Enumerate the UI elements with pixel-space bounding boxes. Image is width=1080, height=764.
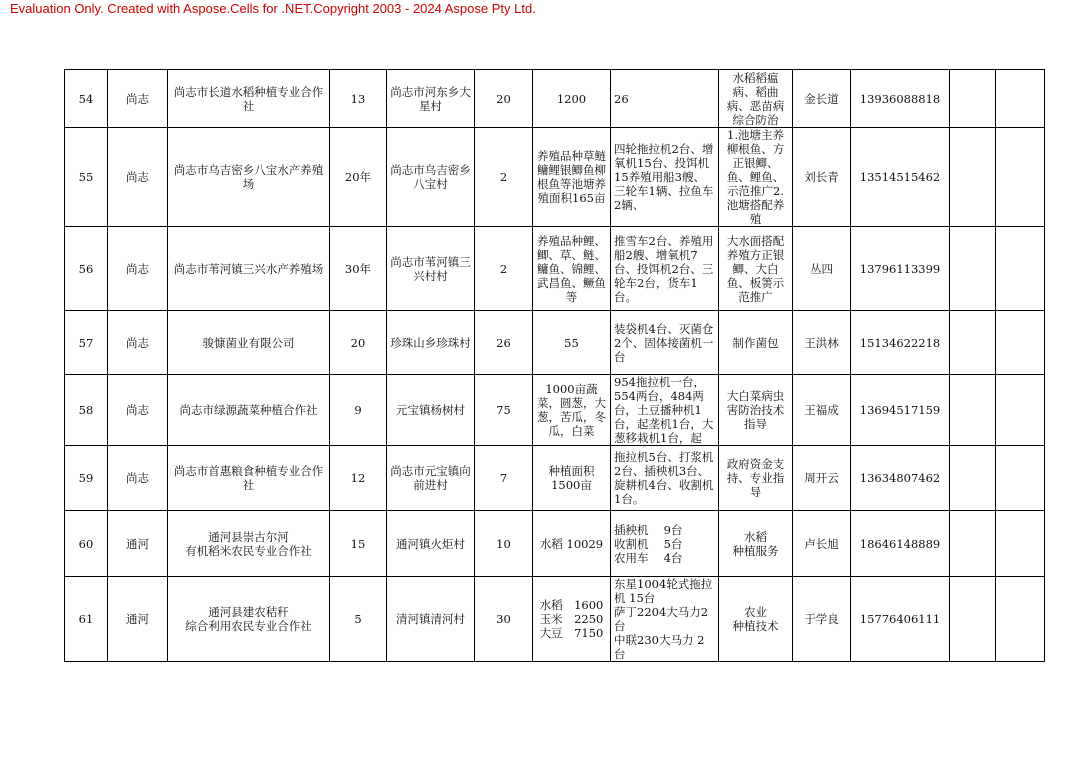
organization-name-cell xyxy=(168,446,330,511)
region-text: 尚志 xyxy=(126,261,149,276)
region-text: 尚志 xyxy=(126,471,149,485)
contact-person-text: 于学良 xyxy=(804,612,839,626)
equipment-cell xyxy=(611,70,719,128)
empty-cell xyxy=(996,128,1045,227)
service-text: 制作菌包 xyxy=(732,335,779,350)
address-cell xyxy=(387,311,475,375)
equipment-cell xyxy=(611,227,719,311)
address-cell xyxy=(387,577,475,662)
scale-cell xyxy=(533,311,611,375)
region-cell xyxy=(108,70,168,128)
row-number-text: 57 xyxy=(78,335,94,350)
row-number-text: 55 xyxy=(78,170,94,184)
empty-cell xyxy=(996,446,1045,511)
phone-text: 13796113399 xyxy=(859,261,941,276)
organization-name-text: 尚志市首惠粮食种植专业合作社 xyxy=(173,464,324,492)
address-text: 清河镇清河村 xyxy=(396,612,465,626)
scale-text: 养殖品种草鲢鳙鲤银鲫鱼柳根鱼等池塘养殖面积165亩 xyxy=(537,149,606,205)
region-cell xyxy=(108,446,168,511)
scale-text: 水稻 1600 玉米 2250 大豆 7150 xyxy=(539,598,604,640)
service-cell xyxy=(719,446,793,511)
table-row xyxy=(65,577,1045,662)
contact-person-cell xyxy=(793,446,851,511)
row-number-text: 59 xyxy=(78,471,94,485)
contact-person-text: 王洪林 xyxy=(804,335,839,350)
years-text: 12 xyxy=(350,471,366,485)
region-text: 尚志 xyxy=(126,91,149,106)
contact-person-text: 卢长旭 xyxy=(804,536,839,551)
service-cell xyxy=(719,128,793,227)
address-text: 通河镇火炬村 xyxy=(396,536,465,551)
service-cell xyxy=(719,577,793,662)
count-text: 2 xyxy=(499,170,508,184)
data-table xyxy=(64,69,1045,662)
phone-cell xyxy=(851,577,950,662)
organization-name-text: 通河县崇古尔河 有机稻米农民专业合作社 xyxy=(185,529,312,558)
service-text: 大水面搭配养殖方正银鲫、大白鱼、板箦示范推广 xyxy=(726,233,785,304)
empty-cell xyxy=(950,446,996,511)
count-cell xyxy=(475,511,533,577)
years-text: 20年 xyxy=(344,170,372,184)
phone-cell xyxy=(851,511,950,577)
scale-cell xyxy=(533,70,611,128)
service-text: 水稻 种植服务 xyxy=(732,529,779,558)
organization-name-text: 尚志市长道水稻种植专业合作社 xyxy=(173,84,324,113)
region-cell xyxy=(108,375,168,446)
empty-cell xyxy=(996,511,1045,577)
equipment-text: 东星1004轮式拖拉机 15台 萨丁2204大马力2台 中联230大马力 2台 xyxy=(614,577,713,661)
years-text: 30年 xyxy=(344,261,372,276)
scale-cell xyxy=(533,128,611,227)
region-text: 通河 xyxy=(126,536,149,551)
organization-name-text: 通河县建农秸秆 综合利用农民专业合作社 xyxy=(185,605,312,633)
scale-cell xyxy=(533,446,611,511)
scale-text: 水稻 10029 xyxy=(539,536,604,551)
row-number-text: 61 xyxy=(78,612,94,626)
years-text: 5 xyxy=(354,612,362,626)
service-text: 1.池塘主养柳根鱼、方正银鲫、鱼、鲤鱼、示范推广2.池塘搭配养殖 xyxy=(726,128,785,226)
phone-cell xyxy=(851,375,950,446)
organization-name-text: 骏慷菌业有限公司 xyxy=(202,335,295,350)
evaluation-watermark: Evaluation Only. Created with Aspose.Cells for .NET.Copyright 2003 - 2024 Aspose Pty Ltd. xyxy=(10,1,536,16)
row-number-cell xyxy=(65,446,108,511)
years-cell xyxy=(330,446,387,511)
equipment-cell xyxy=(611,511,719,577)
row-number-cell xyxy=(65,227,108,311)
region-cell xyxy=(108,128,168,227)
count-cell xyxy=(475,128,533,227)
row-number-text: 58 xyxy=(78,403,94,417)
equipment-text: 四轮拖拉机2台、增氧机15台、投饵机15养殖用船3艘、三轮车1辆、拉鱼车2辆、 xyxy=(614,142,714,212)
phone-text: 13936088818 xyxy=(859,91,941,106)
scale-cell xyxy=(533,375,611,446)
region-cell xyxy=(108,577,168,662)
region-cell xyxy=(108,511,168,577)
count-cell xyxy=(475,227,533,311)
service-text: 政府资金支持、专业指导 xyxy=(726,457,785,499)
phone-cell xyxy=(851,70,950,128)
service-cell xyxy=(719,227,793,311)
equipment-text: 插秧机 9台 收割机 5台 农用车 4台 xyxy=(614,522,683,565)
organization-name-text: 尚志市绿源蔬菜种植合作社 xyxy=(179,403,318,417)
row-number-cell xyxy=(65,311,108,375)
service-cell xyxy=(719,70,793,128)
row-number-cell xyxy=(65,511,108,577)
empty-cell xyxy=(950,311,996,375)
years-cell xyxy=(330,311,387,375)
organization-name-cell xyxy=(168,511,330,577)
count-cell xyxy=(475,70,533,128)
address-text: 尚志市乌吉密乡八宝村 xyxy=(390,163,471,191)
empty-cell xyxy=(950,70,996,128)
scale-text: 1200 xyxy=(556,91,587,106)
address-cell xyxy=(387,511,475,577)
years-cell xyxy=(330,70,387,128)
empty-cell xyxy=(996,70,1045,128)
contact-person-cell xyxy=(793,128,851,227)
address-cell xyxy=(387,70,475,128)
service-cell xyxy=(719,311,793,375)
equipment-cell xyxy=(611,375,719,446)
phone-text: 13694517159 xyxy=(859,403,941,417)
service-text: 大白菜病虫害防治技术指导 xyxy=(726,389,785,431)
service-cell xyxy=(719,511,793,577)
years-cell xyxy=(330,577,387,662)
equipment-text: 推雪车2台、养殖用船2艘、增氧机7台、投饵机2台、三轮车2台，货车1台。 xyxy=(614,233,714,304)
equipment-text: 拖拉机5台、打浆机2台、插秧机3台、旋耕机4台、收割机1台。 xyxy=(614,450,714,506)
equipment-cell xyxy=(611,446,719,511)
empty-cell xyxy=(950,227,996,311)
equipment-text: 954拖拉机一台，554两台，484两台，土豆播种机1台，起垄机1台，大葱移栽机1台，起 xyxy=(614,375,714,445)
contact-person-text: 丛四 xyxy=(810,261,833,276)
region-text: 尚志 xyxy=(126,170,149,184)
region-cell xyxy=(108,311,168,375)
contact-person-cell xyxy=(793,511,851,577)
years-text: 9 xyxy=(354,403,362,417)
row-number-text: 54 xyxy=(78,91,94,106)
row-number-cell xyxy=(65,577,108,662)
contact-person-cell xyxy=(793,70,851,128)
address-cell xyxy=(387,446,475,511)
contact-person-text: 刘长青 xyxy=(804,170,839,184)
service-text: 农业 种植技术 xyxy=(732,605,779,633)
count-text: 7 xyxy=(499,471,508,485)
phone-cell xyxy=(851,446,950,511)
count-cell xyxy=(475,577,533,662)
contact-person-text: 周开云 xyxy=(804,471,839,485)
address-text: 尚志市苇河镇三兴村村 xyxy=(390,254,471,283)
empty-cell xyxy=(996,311,1045,375)
scale-text: 种植面积1500亩 xyxy=(548,464,595,492)
service-text: 水稻稻瘟病、稻曲病、恶苗病综合防治 xyxy=(726,70,785,127)
count-text: 75 xyxy=(496,403,511,417)
organization-name-cell xyxy=(168,227,330,311)
phone-cell xyxy=(851,311,950,375)
years-text: 20 xyxy=(350,335,366,350)
count-text: 20 xyxy=(496,91,511,106)
count-text: 26 xyxy=(496,335,511,350)
empty-cell xyxy=(950,511,996,577)
region-cell xyxy=(108,227,168,311)
organization-name-cell xyxy=(168,577,330,662)
contact-person-text: 王福成 xyxy=(804,403,839,417)
service-cell xyxy=(719,375,793,446)
region-text: 尚志 xyxy=(126,403,149,417)
years-text: 13 xyxy=(350,91,366,106)
phone-text: 13514515462 xyxy=(859,170,941,184)
scale-text: 1000亩蔬菜，圆葱，大葱，苦瓜，冬瓜，白菜 xyxy=(537,382,606,438)
phone-text: 18646148889 xyxy=(859,536,941,551)
organization-name-text: 尚志市苇河镇三兴水产养殖场 xyxy=(173,261,324,276)
table-row xyxy=(65,227,1045,311)
table-row xyxy=(65,375,1045,446)
empty-cell xyxy=(950,375,996,446)
table-row xyxy=(65,511,1045,577)
scale-cell xyxy=(533,577,611,662)
row-number-text: 60 xyxy=(78,536,94,551)
phone-cell xyxy=(851,128,950,227)
organization-name-cell xyxy=(168,70,330,128)
region-text: 尚志 xyxy=(126,335,149,350)
equipment-cell xyxy=(611,311,719,375)
table-row xyxy=(65,446,1045,511)
organization-name-cell xyxy=(168,375,330,446)
scale-text: 养殖品种鲤、鲫、草、鲢、鳙鱼、锦鲤、武昌鱼、鳜鱼等 xyxy=(537,233,606,304)
contact-person-cell xyxy=(793,311,851,375)
equipment-cell xyxy=(611,577,719,662)
address-text: 元宝镇杨树村 xyxy=(396,403,465,417)
address-cell xyxy=(387,375,475,446)
equipment-cell xyxy=(611,128,719,227)
row-number-text: 56 xyxy=(78,261,94,276)
address-cell xyxy=(387,227,475,311)
years-cell xyxy=(330,511,387,577)
empty-cell xyxy=(996,227,1045,311)
organization-name-text: 尚志市乌吉密乡八宝水产养殖场 xyxy=(173,163,324,191)
address-text: 尚志市元宝镇向前进村 xyxy=(390,464,471,492)
address-text: 珍珠山乡珍珠村 xyxy=(390,335,471,350)
years-cell xyxy=(330,375,387,446)
table-row xyxy=(65,70,1045,128)
row-number-cell xyxy=(65,70,108,128)
organization-name-cell xyxy=(168,128,330,227)
organization-name-cell xyxy=(168,311,330,375)
empty-cell xyxy=(996,577,1045,662)
contact-person-text: 金长道 xyxy=(804,91,839,106)
equipment-text: 26 xyxy=(614,91,629,106)
equipment-text: 装袋机4台、灭菌仓2个、固体接菌机一台 xyxy=(614,321,714,364)
count-text: 2 xyxy=(499,261,508,276)
table-row xyxy=(65,311,1045,375)
scale-text: 55 xyxy=(564,335,579,350)
years-cell xyxy=(330,128,387,227)
scale-cell xyxy=(533,227,611,311)
years-cell xyxy=(330,227,387,311)
address-text: 尚志市河东乡大星村 xyxy=(390,84,471,113)
count-text: 30 xyxy=(496,612,511,626)
contact-person-cell xyxy=(793,375,851,446)
table-row xyxy=(65,128,1045,227)
years-text: 15 xyxy=(350,536,366,551)
contact-person-cell xyxy=(793,227,851,311)
count-cell xyxy=(475,446,533,511)
phone-text: 13634807462 xyxy=(859,471,941,485)
empty-cell xyxy=(950,128,996,227)
phone-text: 15776406111 xyxy=(859,612,941,626)
empty-cell xyxy=(950,577,996,662)
count-cell xyxy=(475,375,533,446)
region-text: 通河 xyxy=(126,612,149,626)
count-cell xyxy=(475,311,533,375)
empty-cell xyxy=(996,375,1045,446)
phone-cell xyxy=(851,227,950,311)
contact-person-cell xyxy=(793,577,851,662)
address-cell xyxy=(387,128,475,227)
scale-cell xyxy=(533,511,611,577)
row-number-cell xyxy=(65,375,108,446)
count-text: 10 xyxy=(496,536,511,551)
phone-text: 15134622218 xyxy=(859,335,941,350)
row-number-cell xyxy=(65,128,108,227)
